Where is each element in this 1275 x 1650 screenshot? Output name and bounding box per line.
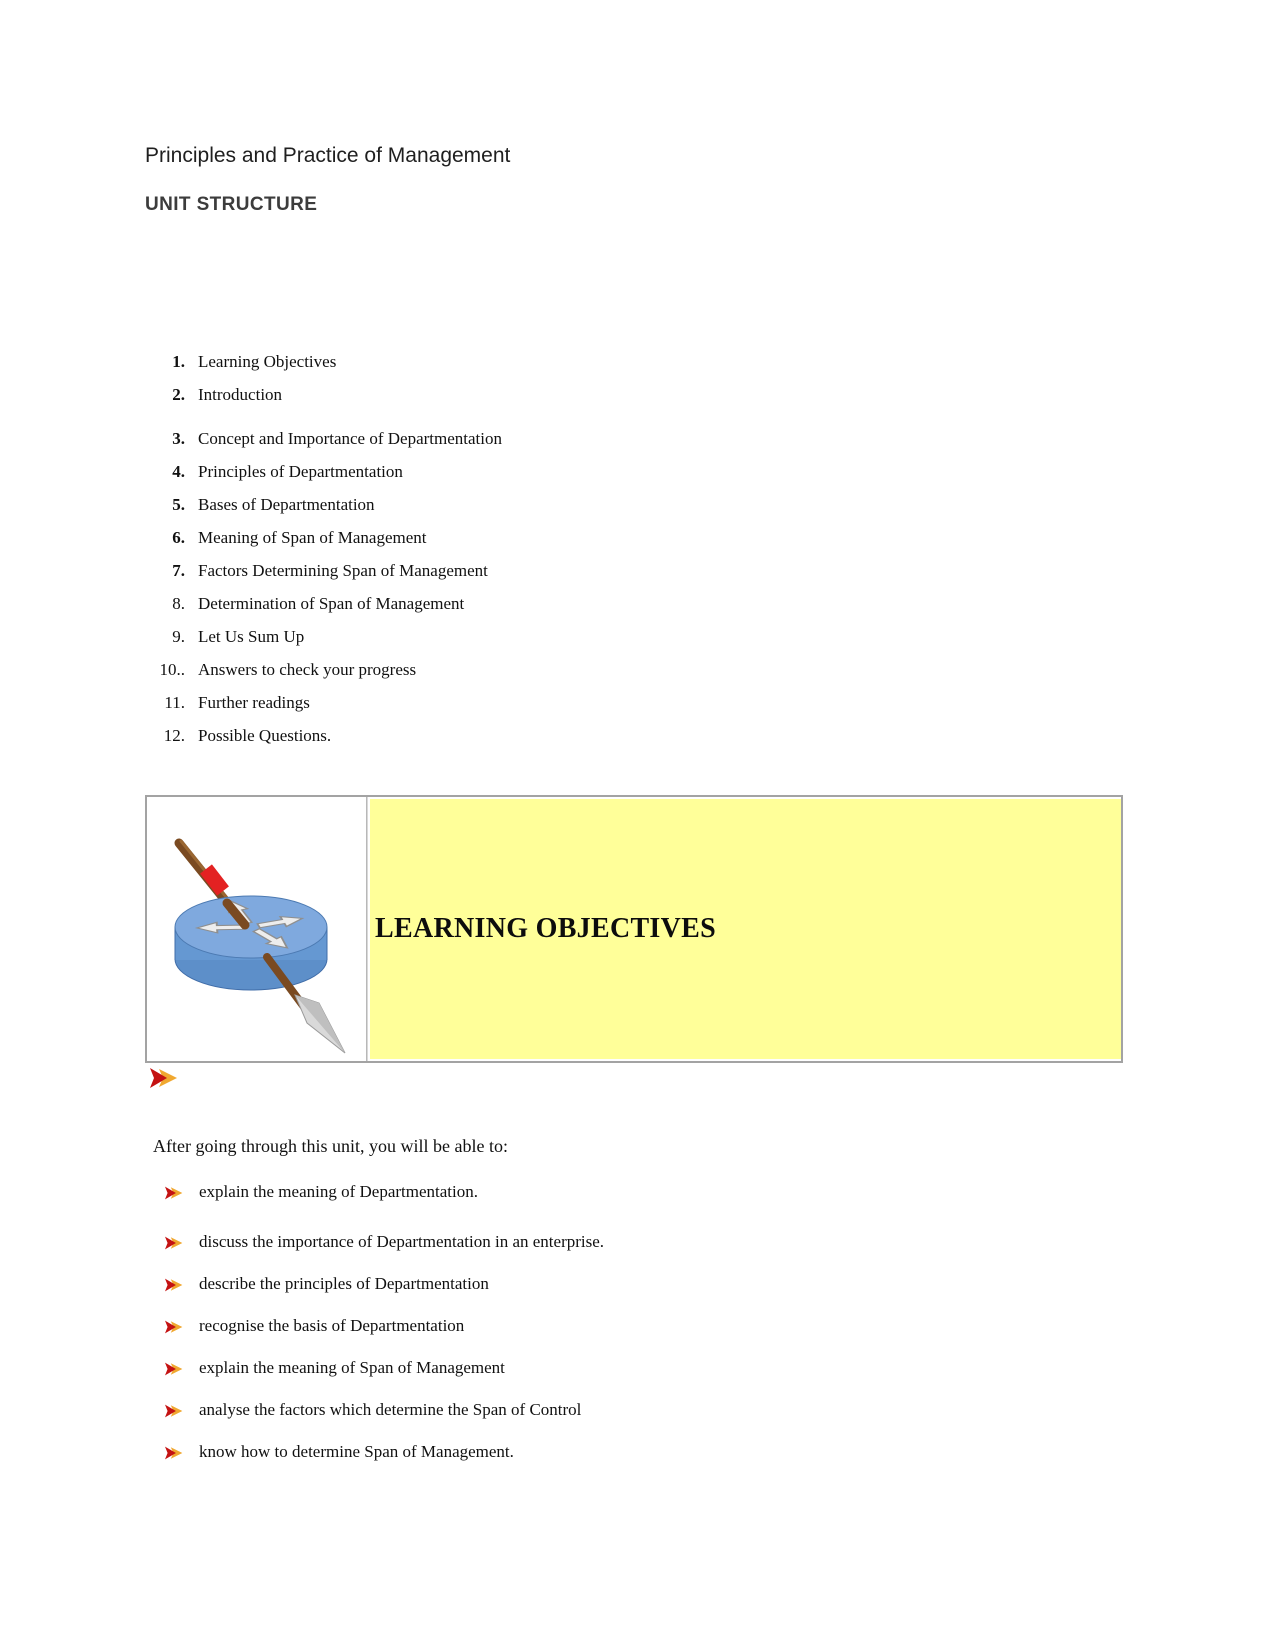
unit-structure-item — [145, 378, 502, 411]
item-label: Factors Determining Span of Management — [198, 560, 488, 580]
learning-objectives-banner — [145, 795, 1123, 1063]
double-arrow-icon — [165, 1361, 183, 1375]
objective-text: discuss the importance of Departmentation in an enterprise. — [199, 1232, 605, 1251]
item-label: Meaning of Span of Management — [198, 527, 427, 547]
objective-text: describe the principles of Departmentation — [199, 1274, 489, 1293]
item-number: 1. — [172, 351, 185, 371]
item-label: Possible Questions. — [198, 725, 332, 745]
item-number: 12. — [163, 725, 185, 745]
item-number: 8. — [172, 593, 185, 613]
item-number: 10.. — [159, 659, 185, 679]
unit-structure-item — [145, 345, 502, 378]
objective-item — [165, 1400, 604, 1419]
unit-structure-item — [145, 587, 502, 620]
unit-structure-item — [145, 455, 502, 488]
banner-heading-cell — [367, 797, 1121, 1061]
objective-text: explain the meaning of Span of Management — [199, 1358, 505, 1377]
objective-item — [165, 1358, 604, 1377]
unit-structure-item — [145, 521, 502, 554]
banner-image-cell — [147, 797, 367, 1061]
banner-heading: LEARNING OBJECTIVES — [375, 913, 717, 944]
objective-item — [165, 1274, 604, 1293]
item-number: 11. — [164, 692, 185, 712]
router-with-arrow-illustration — [149, 799, 363, 1059]
double-arrow-icon — [165, 1277, 183, 1291]
objective-item — [165, 1232, 604, 1251]
item-label: Let Us Sum Up — [198, 626, 305, 646]
item-label: Introduction — [198, 384, 283, 404]
item-label: Bases of Departmentation — [198, 494, 375, 514]
item-number: 5. — [172, 494, 185, 514]
objective-text: recognise the basis of Departmentation — [199, 1316, 465, 1335]
unit-structure-item — [145, 620, 502, 653]
double-arrow-icon — [165, 1235, 183, 1249]
item-label: Further readings — [198, 692, 310, 712]
double-arrow-icon — [165, 1403, 183, 1417]
objective-item — [165, 1182, 604, 1201]
page-title: Principles and Practice of Management — [145, 144, 511, 167]
item-number: 4. — [172, 461, 185, 481]
objectives-intro: After going through this unit, you will be able to: — [153, 1136, 508, 1156]
unit-structure-item — [145, 719, 502, 752]
unit-structure-item — [145, 488, 502, 521]
double-arrow-icon — [165, 1185, 183, 1199]
double-arrow-icon — [150, 1068, 178, 1088]
item-number: 2. — [172, 384, 185, 404]
item-label: Determination of Span of Management — [198, 593, 465, 613]
item-number: 9. — [172, 626, 185, 646]
item-label: Learning Objectives — [198, 351, 337, 371]
objective-text: analyse the factors which determine the Span of Control — [199, 1400, 582, 1419]
double-arrow-icon — [165, 1319, 183, 1333]
item-number: 7. — [172, 560, 185, 580]
unit-structure-list — [145, 345, 502, 752]
item-label: Answers to check your progress — [198, 659, 417, 679]
unit-structure-item — [145, 686, 502, 719]
double-arrow-icon — [165, 1445, 183, 1459]
item-number: 6. — [172, 527, 185, 547]
banner-yellow-area — [370, 799, 1121, 1059]
item-label: Concept and Importance of Departmentation — [198, 428, 502, 448]
objective-item — [165, 1442, 604, 1461]
unit-structure-item — [145, 422, 502, 455]
objectives-list — [165, 1182, 604, 1484]
objective-item — [165, 1316, 604, 1335]
objective-text: know how to determine Span of Management. — [199, 1442, 514, 1461]
unit-structure-heading: UNIT STRUCTURE — [145, 194, 318, 215]
item-label: Principles of Departmentation — [198, 461, 403, 481]
unit-structure-item — [145, 653, 502, 686]
item-number: 3. — [172, 428, 185, 448]
objective-text: explain the meaning of Departmentation. — [199, 1182, 478, 1201]
unit-structure-item — [145, 554, 502, 587]
